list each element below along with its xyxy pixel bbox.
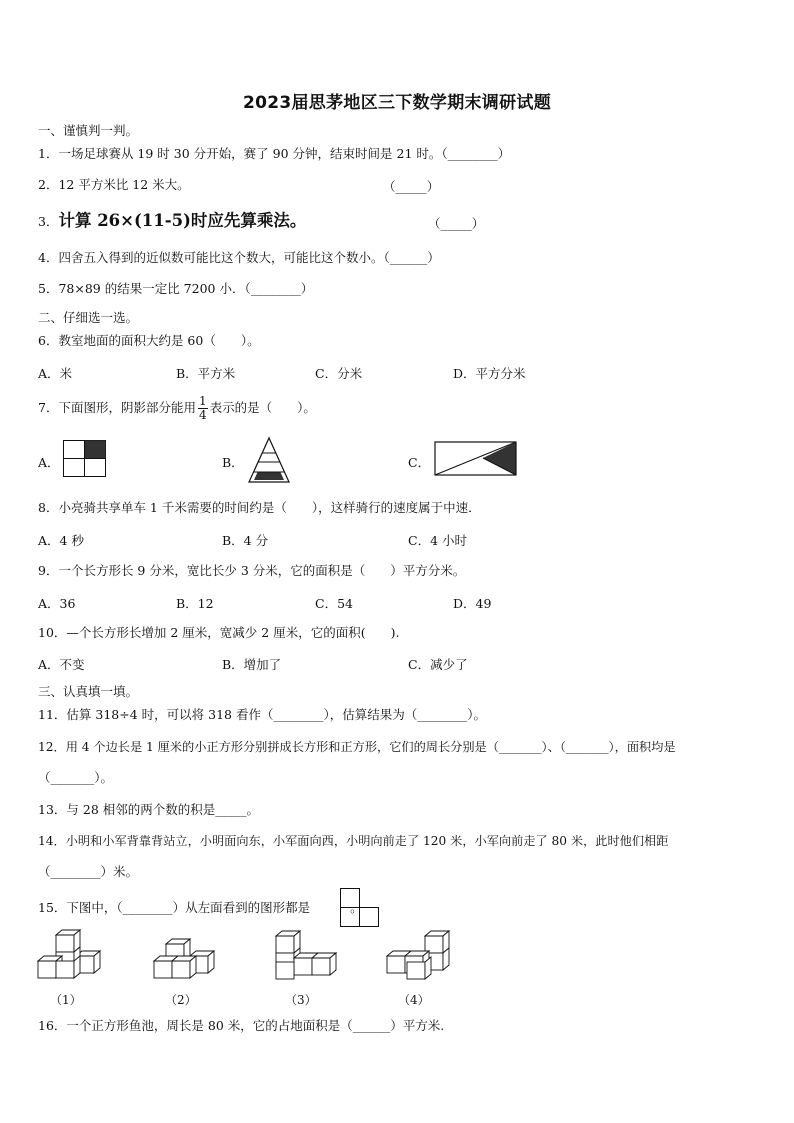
shaded-rectangle-figure — [434, 441, 518, 477]
left-view-shape-figure — [340, 888, 380, 928]
question-6: 6．教室地面的面积大约是 60（ ）。 — [38, 333, 260, 348]
question-5: 5．78×89 的结果一定比 7200 小．（________） — [38, 281, 314, 296]
question-6-option-b: B．平方米 — [176, 366, 236, 381]
fraction-one-quarter — [198, 395, 208, 422]
question-7-option-c: C． — [408, 455, 431, 470]
question-8: 8．小亮骑共享单车 1 千米需要的时间约是（ ），这样骑行的速度属于中速． — [38, 500, 481, 515]
question-10-option-c: C．减少了 — [408, 657, 468, 672]
question-10-option-b: B．增加了 — [222, 657, 282, 672]
question-9: 9．一个长方形长 9 分米，宽比长少 3 分米，它的面积是（ ）平方分米。 — [38, 563, 466, 578]
cube-caption-4: （4） — [398, 993, 430, 1007]
question-6-option-c: C．分米 — [315, 366, 363, 381]
question-2: 2．12 平方米比 12 米大。 — [38, 177, 190, 192]
question-3-number: 3． — [38, 214, 59, 229]
question-12-line-2: （_______）。 — [38, 770, 114, 785]
shaded-grid-figure — [63, 440, 107, 478]
fraction-denominator: 4 — [198, 408, 207, 422]
question-3 — [38, 211, 306, 232]
question-8-option-c: C．4 小时 — [408, 533, 467, 548]
question-7-option-a: A． — [38, 455, 60, 470]
question-15-end: 。 — [350, 900, 363, 915]
question-4: 4．四舍五入得到的近似数可能比这个数大，可能比这个数小。（______） — [38, 250, 440, 265]
question-9-option-b: B．12 — [176, 596, 214, 611]
question-14-line-1: 14．小明和小军背靠背站立，小明面向东，小军面向西，小明向前走了 120 米，小军向前走了 80 米，此时他们相距 — [38, 834, 669, 848]
question-15 — [38, 900, 363, 916]
question-8-option-b: B．4 分 — [222, 533, 269, 548]
question-6-option-d: D．平方分米 — [453, 366, 526, 381]
question-1: 1．一场足球赛从 19 时 30 分开始，赛了 90 分钟，结束时间是 21 时。（________） — [38, 146, 511, 161]
question-7-text-post: 表示的是（ ）。 — [209, 400, 316, 415]
question-3-blank: （_____） — [428, 216, 485, 231]
question-7 — [38, 393, 316, 423]
section-heading-1: 一、谨慎判一判。 — [38, 123, 139, 138]
question-10-option-a: A．不变 — [38, 657, 85, 672]
question-9-option-c: C．54 — [315, 596, 353, 611]
question-2-blank: （_____） — [383, 179, 440, 194]
shaded-triangle-figure — [248, 436, 290, 484]
cube-figure-1 — [37, 930, 103, 982]
cube-caption-2: （2） — [165, 993, 197, 1007]
question-9-option-d: D．49 — [453, 596, 492, 611]
cube-figure-3 — [273, 930, 339, 982]
cube-caption-1: （1） — [50, 993, 82, 1007]
question-6-option-a: A．米 — [38, 366, 73, 381]
cube-caption-3: （3） — [285, 993, 317, 1007]
cube-figure-2 — [153, 938, 219, 982]
question-3-text: 计算 26×(11-5)时应先算乘法。 — [58, 211, 307, 230]
question-14-line-2: （________）米。 — [38, 864, 139, 879]
question-11: 11．估算 318÷4 时，可以将 318 看作（________），估算结果为（________）。 — [38, 707, 486, 722]
page-title: 2023届思茅地区三下数学期末调研试题 — [242, 93, 551, 113]
question-12-line-1: 12．用 4 个边长是 1 厘米的小正方形分别拼成长方形和正方形，它们的周长分别是（_______）、（_______），面积均是 — [38, 740, 676, 754]
question-15-text: 15．下图中，（________）从左面看到的图形都是 — [38, 900, 311, 915]
question-13: 13．与 28 相邻的两个数的积是_____。 — [38, 802, 260, 817]
question-9-option-a: A．36 — [38, 596, 76, 611]
fraction-numerator: 1 — [198, 394, 207, 408]
question-16: 16．一个正方形鱼池，周长是 80 米，它的占地面积是（______）平方米. — [38, 1018, 445, 1033]
question-8-option-a: A．4 秒 — [38, 533, 84, 548]
section-heading-2: 二、仔细选一选。 — [38, 310, 139, 325]
question-10: 10．—个长方形长增加 2 厘米，宽减少 2 厘米，它的面积( ). — [38, 625, 400, 640]
section-heading-3: 三、认真填一填。 — [38, 684, 139, 699]
cube-figure-4 — [386, 930, 452, 982]
question-7-text-pre: 7．下面图形，阴影部分能用 — [38, 400, 196, 415]
question-7-option-b: B． — [222, 455, 244, 470]
